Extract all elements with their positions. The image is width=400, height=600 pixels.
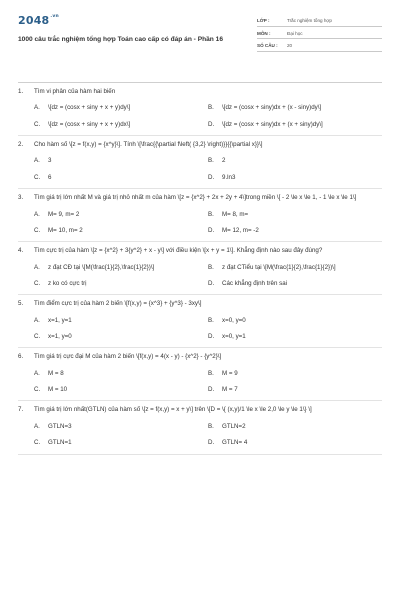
option-text: 3 (48, 157, 52, 165)
option-letter: A. (34, 422, 40, 430)
question-number: 1. (18, 88, 24, 95)
question-block (18, 401, 382, 454)
question-stem (18, 88, 382, 96)
answer-option[interactable] (208, 157, 382, 165)
answer-option[interactable] (34, 333, 208, 341)
option-text: M= 12, m= -2 (222, 226, 259, 234)
option-letter: C. (34, 226, 41, 234)
answer-option[interactable] (208, 264, 382, 272)
question-stem (18, 300, 382, 308)
question-text: Tìm cực trị của hàm \[z = {x^2} + 3{y^2} + x - y\] với điều kiện \[x + y = 1\]. Khẳng định nào sau đây đúng? (34, 247, 323, 255)
meta-value: Trắc nghiệm tổng hợp (287, 18, 332, 24)
answer-option[interactable] (34, 211, 208, 219)
answer-option[interactable] (208, 104, 382, 112)
option-letter: A. (34, 369, 40, 377)
question-text: Tìm giá trị cực đại M của hàm 2 biến \[f(x,y) = 4(x - y) - {x^2} - {y^2}\] (34, 353, 222, 361)
answer-options (18, 317, 382, 342)
answer-option[interactable] (34, 157, 208, 165)
option-letter: A. (34, 104, 40, 112)
answer-option[interactable] (34, 280, 208, 288)
option-text: \[dz = (cosx + siny)dx + (x - siny)dy\] (222, 104, 322, 112)
question-block (18, 83, 382, 136)
answer-option[interactable] (34, 439, 208, 447)
option-text: 6 (48, 173, 52, 181)
question-block (18, 242, 382, 295)
answer-option[interactable] (208, 121, 382, 129)
question-text: Tìm giá trị lớn nhất(GTLN) của hàm số \[z = f(x,y) = x + y\] trên \[D = \{ (x,y)/1 \le x \le 2,0 \le y \le 1\} \] (34, 406, 312, 414)
option-letter: C. (34, 386, 41, 394)
logo-text: 2048 (18, 14, 50, 27)
option-text: z đạt CTiểu tại \[M(\frac{1}{2},\frac{1}{2})\] (222, 263, 336, 271)
option-letter: B. (208, 316, 214, 324)
answer-option[interactable] (208, 333, 382, 341)
answer-options (18, 264, 382, 289)
question-stem (18, 406, 382, 414)
answer-option[interactable] (208, 280, 382, 288)
option-text: z đạt CĐ tại \[M(\frac{1}{2},\frac{1}{2})\] (48, 263, 155, 271)
answer-option[interactable] (208, 439, 382, 447)
answer-option[interactable] (208, 423, 382, 431)
answer-option[interactable] (34, 121, 208, 129)
answer-options (18, 104, 382, 129)
option-text: M= 10, m= 2 (48, 226, 83, 234)
answer-option[interactable] (208, 174, 382, 182)
document-title: 1000 câu trắc nghiệm tổng hợp Toán cao cấp có đáp án - Phần 16 (18, 35, 223, 43)
option-text: \[dz = (cosx + siny + x + y)dy\] (48, 104, 131, 112)
question-number: 3. (18, 194, 24, 202)
meta-label: LỚP : (257, 18, 270, 24)
answer-option[interactable] (34, 174, 208, 182)
option-text: M = 9 (222, 369, 238, 377)
answer-option[interactable] (34, 227, 208, 235)
option-letter: D. (208, 120, 215, 128)
option-text: GTLN= 4 (222, 439, 248, 447)
question-number: 2. (18, 141, 24, 149)
answer-option[interactable] (208, 211, 382, 219)
option-text: M= 9, m= 2 (48, 210, 80, 218)
option-letter: B. (208, 104, 214, 112)
option-text: M = 7 (222, 386, 238, 394)
option-letter: B. (208, 422, 214, 430)
option-text: Các khẳng định trên sai (222, 279, 288, 287)
option-letter: B. (208, 157, 214, 165)
option-letter: B. (208, 263, 214, 271)
meta-label: MÔN : (257, 30, 271, 36)
answer-option[interactable] (34, 104, 208, 112)
question-stem (18, 141, 382, 149)
question-block (18, 189, 382, 242)
option-text: GTLN=3 (48, 422, 72, 430)
option-text: M= 8, m= (222, 210, 249, 218)
answer-option[interactable] (208, 370, 382, 378)
answer-option[interactable] (208, 317, 382, 325)
meta-row-count (257, 39, 382, 52)
option-text: M = 8 (48, 369, 64, 377)
meta-panel (257, 14, 382, 70)
question-text: Cho hàm số \[z = f(x,y) = {x^y}\]. Tính \[\frac{{\partial f\left( {3,2} \right)}}{{\partial x}}\] (34, 141, 263, 149)
option-letter: A. (34, 316, 40, 324)
option-letter: B. (208, 210, 214, 218)
meta-value: Đại học (287, 30, 303, 36)
option-letter: D. (208, 333, 215, 341)
option-letter: D. (208, 386, 215, 394)
option-letter: C. (34, 333, 41, 341)
question-block (18, 295, 382, 348)
option-text: GTLN=1 (48, 439, 72, 447)
option-letter: D. (208, 439, 215, 447)
option-letter: C. (34, 173, 41, 181)
logo-suffix: .vn (50, 14, 59, 19)
answer-options (18, 423, 382, 448)
answer-option[interactable] (34, 370, 208, 378)
option-letter: D. (208, 226, 215, 234)
option-text: 9.ln3 (222, 173, 236, 181)
header-left (18, 14, 248, 70)
option-text: \[dz = (cosx + siny + x + y)dx\] (48, 120, 131, 128)
option-text: x=0, y=0 (222, 316, 246, 324)
answer-option[interactable] (34, 317, 208, 325)
site-logo[interactable] (18, 14, 248, 29)
question-text: Tìm điểm cực trị của hàm 2 biến \[f(x,y) = {x^3} + {y^3} - 3xy\] (34, 300, 202, 308)
question-stem (18, 194, 382, 202)
option-letter: B. (208, 369, 214, 377)
answer-options (18, 370, 382, 395)
option-text: x=1, y=0 (48, 333, 72, 341)
answer-option[interactable] (208, 386, 382, 394)
meta-row-subject (257, 27, 382, 40)
meta-label: SỐ CÂU : (257, 43, 278, 49)
answer-option[interactable] (34, 386, 208, 394)
meta-row-class (257, 14, 382, 27)
answer-option[interactable] (34, 264, 208, 272)
option-text: \[dz = (cosx + siny)dx + (x + siny)dy\] (222, 120, 323, 128)
answer-option[interactable] (208, 227, 382, 235)
option-text: z ko có cực trị (48, 279, 87, 287)
option-letter: D. (208, 173, 215, 181)
option-letter: A. (34, 157, 40, 165)
option-text: 2 (222, 157, 226, 165)
question-stem (18, 247, 382, 255)
question-number: 4. (18, 247, 24, 255)
question-text: Tìm giá trị lớn nhất M và giá trị nhỏ nhất m của hàm \[z = {x^2} + 2x + 2y + 4\]trong miền \[ - 2 \le x \le 1, - 1 \le x \le 1\] (34, 194, 357, 202)
option-text: GTLN=2 (222, 422, 246, 430)
question-block (18, 348, 382, 401)
answer-option[interactable] (34, 423, 208, 431)
option-letter: A. (34, 263, 40, 271)
question-block (18, 136, 382, 189)
question-number: 6. (18, 353, 24, 361)
option-letter: A. (34, 210, 40, 218)
question-number: 5. (18, 300, 24, 308)
meta-value: 20 (287, 43, 293, 49)
option-letter: C. (34, 279, 41, 287)
option-letter: C. (34, 120, 41, 128)
option-text: M = 10 (48, 386, 68, 394)
answer-options (18, 211, 382, 236)
option-letter: D. (208, 279, 215, 287)
question-number: 7. (18, 406, 24, 414)
option-text: x=0, y=1 (222, 333, 246, 341)
document-header (18, 14, 382, 70)
question-list (18, 83, 382, 455)
answer-options (18, 157, 382, 182)
question-text: Tìm vi phân của hàm hai biến (34, 88, 116, 95)
option-text: x=1, y=1 (48, 316, 72, 324)
option-letter: C. (34, 439, 41, 447)
question-stem (18, 353, 382, 361)
